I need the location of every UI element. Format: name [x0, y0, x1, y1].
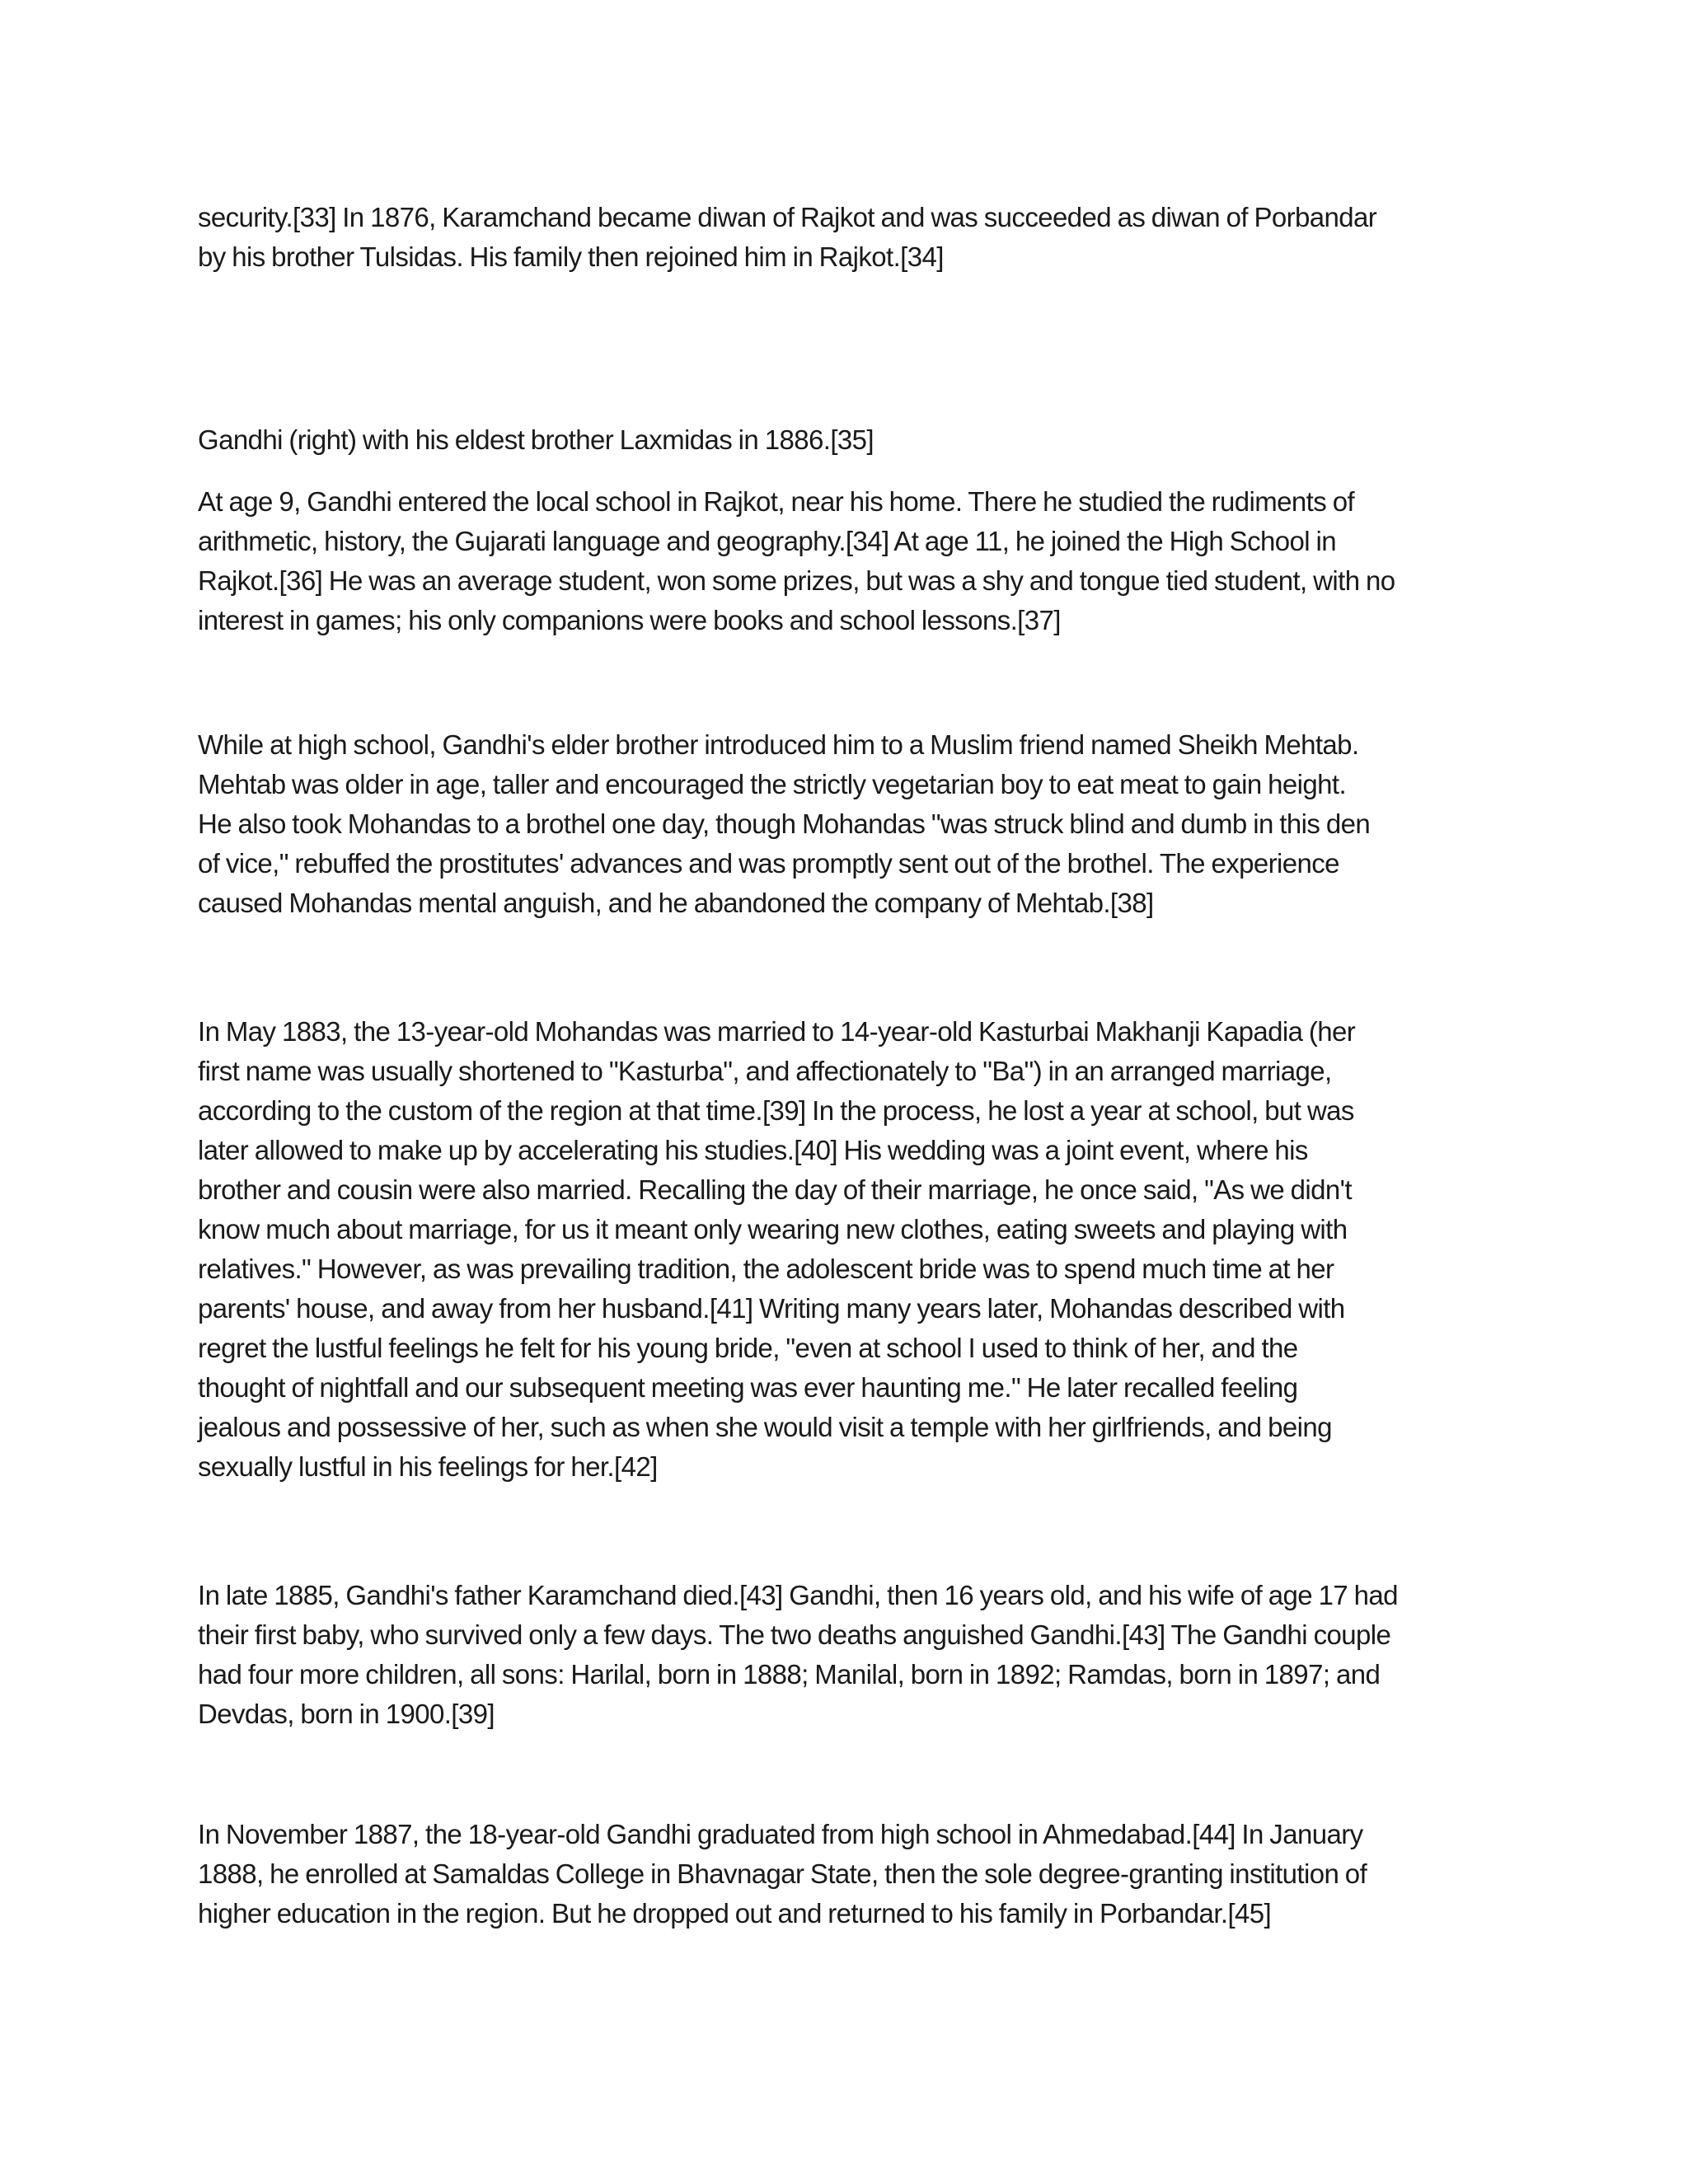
image-caption [198, 420, 1500, 460]
text-line: according to the custom of the region at that time.[39] In the process, he lost a year at school, but was [198, 1095, 1354, 1126]
text-line: later allowed to make up by accelerating his studies.[40] His wedding was a joint event, where his [198, 1135, 1308, 1165]
text-line: Mehtab was older in age, taller and encouraged the strictly vegetarian boy to eat meat to gain height. [198, 769, 1347, 799]
text-line: 1888, he enrolled at Samaldas College in Bhavnagar State, then the sole degree-granting institution of [198, 1858, 1367, 1889]
text-line: At age 9, Gandhi entered the local school in Rajkot, near his home. There he studied the rudiments of [198, 486, 1355, 517]
paragraph-mehtab [198, 725, 1500, 923]
text-line: He also took Mohandas to a brothel one day, though Mohandas "was struck blind and dumb in this den [198, 808, 1371, 839]
text-line: jealous and possessive of her, such as when she would visit a temple with her girlfriends, and being [198, 1412, 1332, 1442]
text-line: brother and cousin were also married. Recalling the day of their marriage, he once said, "As we didn't [198, 1174, 1352, 1205]
text-line: thought of nightfall and our subsequent meeting was ever haunting me." He later recalled feeling [198, 1372, 1298, 1403]
paragraph-graduation [198, 1815, 1500, 1933]
text-line: relatives." However, as was prevailing tradition, the adolescent bride was to spend much time at her [198, 1254, 1334, 1284]
text-line: sexually lustful in his feelings for her.[42] [198, 1451, 658, 1482]
text-line: interest in games; his only companions were books and school lessons.[37] [198, 605, 1061, 635]
text-line: Devdas, born in 1900.[39] [198, 1699, 495, 1729]
text-line: of vice," rebuffed the prostitutes' advances and was promptly sent out of the brothel. The experience [198, 848, 1339, 879]
text-line: know much about marriage, for us it meant only wearing new clothes, eating sweets and playing with [198, 1214, 1348, 1244]
text-line: While at high school, Gandhi's elder brother introduced him to a Muslim friend named Sheikh Mehtab. [198, 729, 1359, 760]
text-line: In late 1885, Gandhi's father Karamchand died.[43] Gandhi, then 16 years old, and his wife of age 17 had [198, 1580, 1398, 1610]
text-line: had four more children, all sons: Harilal, born in 1888; Manilal, born in 1892; Ramdas, born in 1897; and [198, 1659, 1381, 1690]
paragraph-rajkot-succession [198, 198, 1500, 277]
text-line: first name was usually shortened to "Kasturba", and affectionately to "Ba") in an arranged marriage, [198, 1056, 1332, 1086]
caption-line: Gandhi (right) with his eldest brother Laxmidas in 1886.[35] [198, 424, 874, 455]
text-line: In May 1883, the 13-year-old Mohandas was married to 14-year-old Kasturbai Makhanji Kapadia (her [198, 1016, 1356, 1047]
text-line: higher education in the region. But he dropped out and returned to his family in Porbandar.[45] [198, 1898, 1272, 1929]
text-line: their first baby, who survived only a few days. The two deaths anguished Gandhi.[43] The Gandhi couple [198, 1619, 1391, 1650]
paragraph-schooling [198, 482, 1500, 640]
paragraph-marriage [198, 1012, 1500, 1487]
text-line: In November 1887, the 18-year-old Gandhi graduated from high school in Ahmedabad.[44] In January [198, 1819, 1363, 1849]
text-line: security.[33] In 1876, Karamchand became diwan of Rajkot and was succeeded as diwan of Porbandar [198, 202, 1377, 232]
text-line: arithmetic, history, the Gujarati language and geography.[34] At age 11, he joined the High School in [198, 526, 1337, 556]
text-line: regret the lustful feelings he felt for his young bride, "even at school I used to think of her, and the [198, 1333, 1298, 1363]
text-line: Rajkot.[36] He was an average student, won some prizes, but was a shy and tongue tied student, with no [198, 565, 1395, 596]
paragraph-children [198, 1576, 1500, 1734]
text-line: parents' house, and away from her husband.[41] Writing many years later, Mohandas described with [198, 1293, 1345, 1324]
text-line: caused Mohandas mental anguish, and he abandoned the company of Mehtab.[38] [198, 888, 1154, 918]
text-line: by his brother Tulsidas. His family then rejoined him in Rajkot.[34] [198, 241, 944, 272]
